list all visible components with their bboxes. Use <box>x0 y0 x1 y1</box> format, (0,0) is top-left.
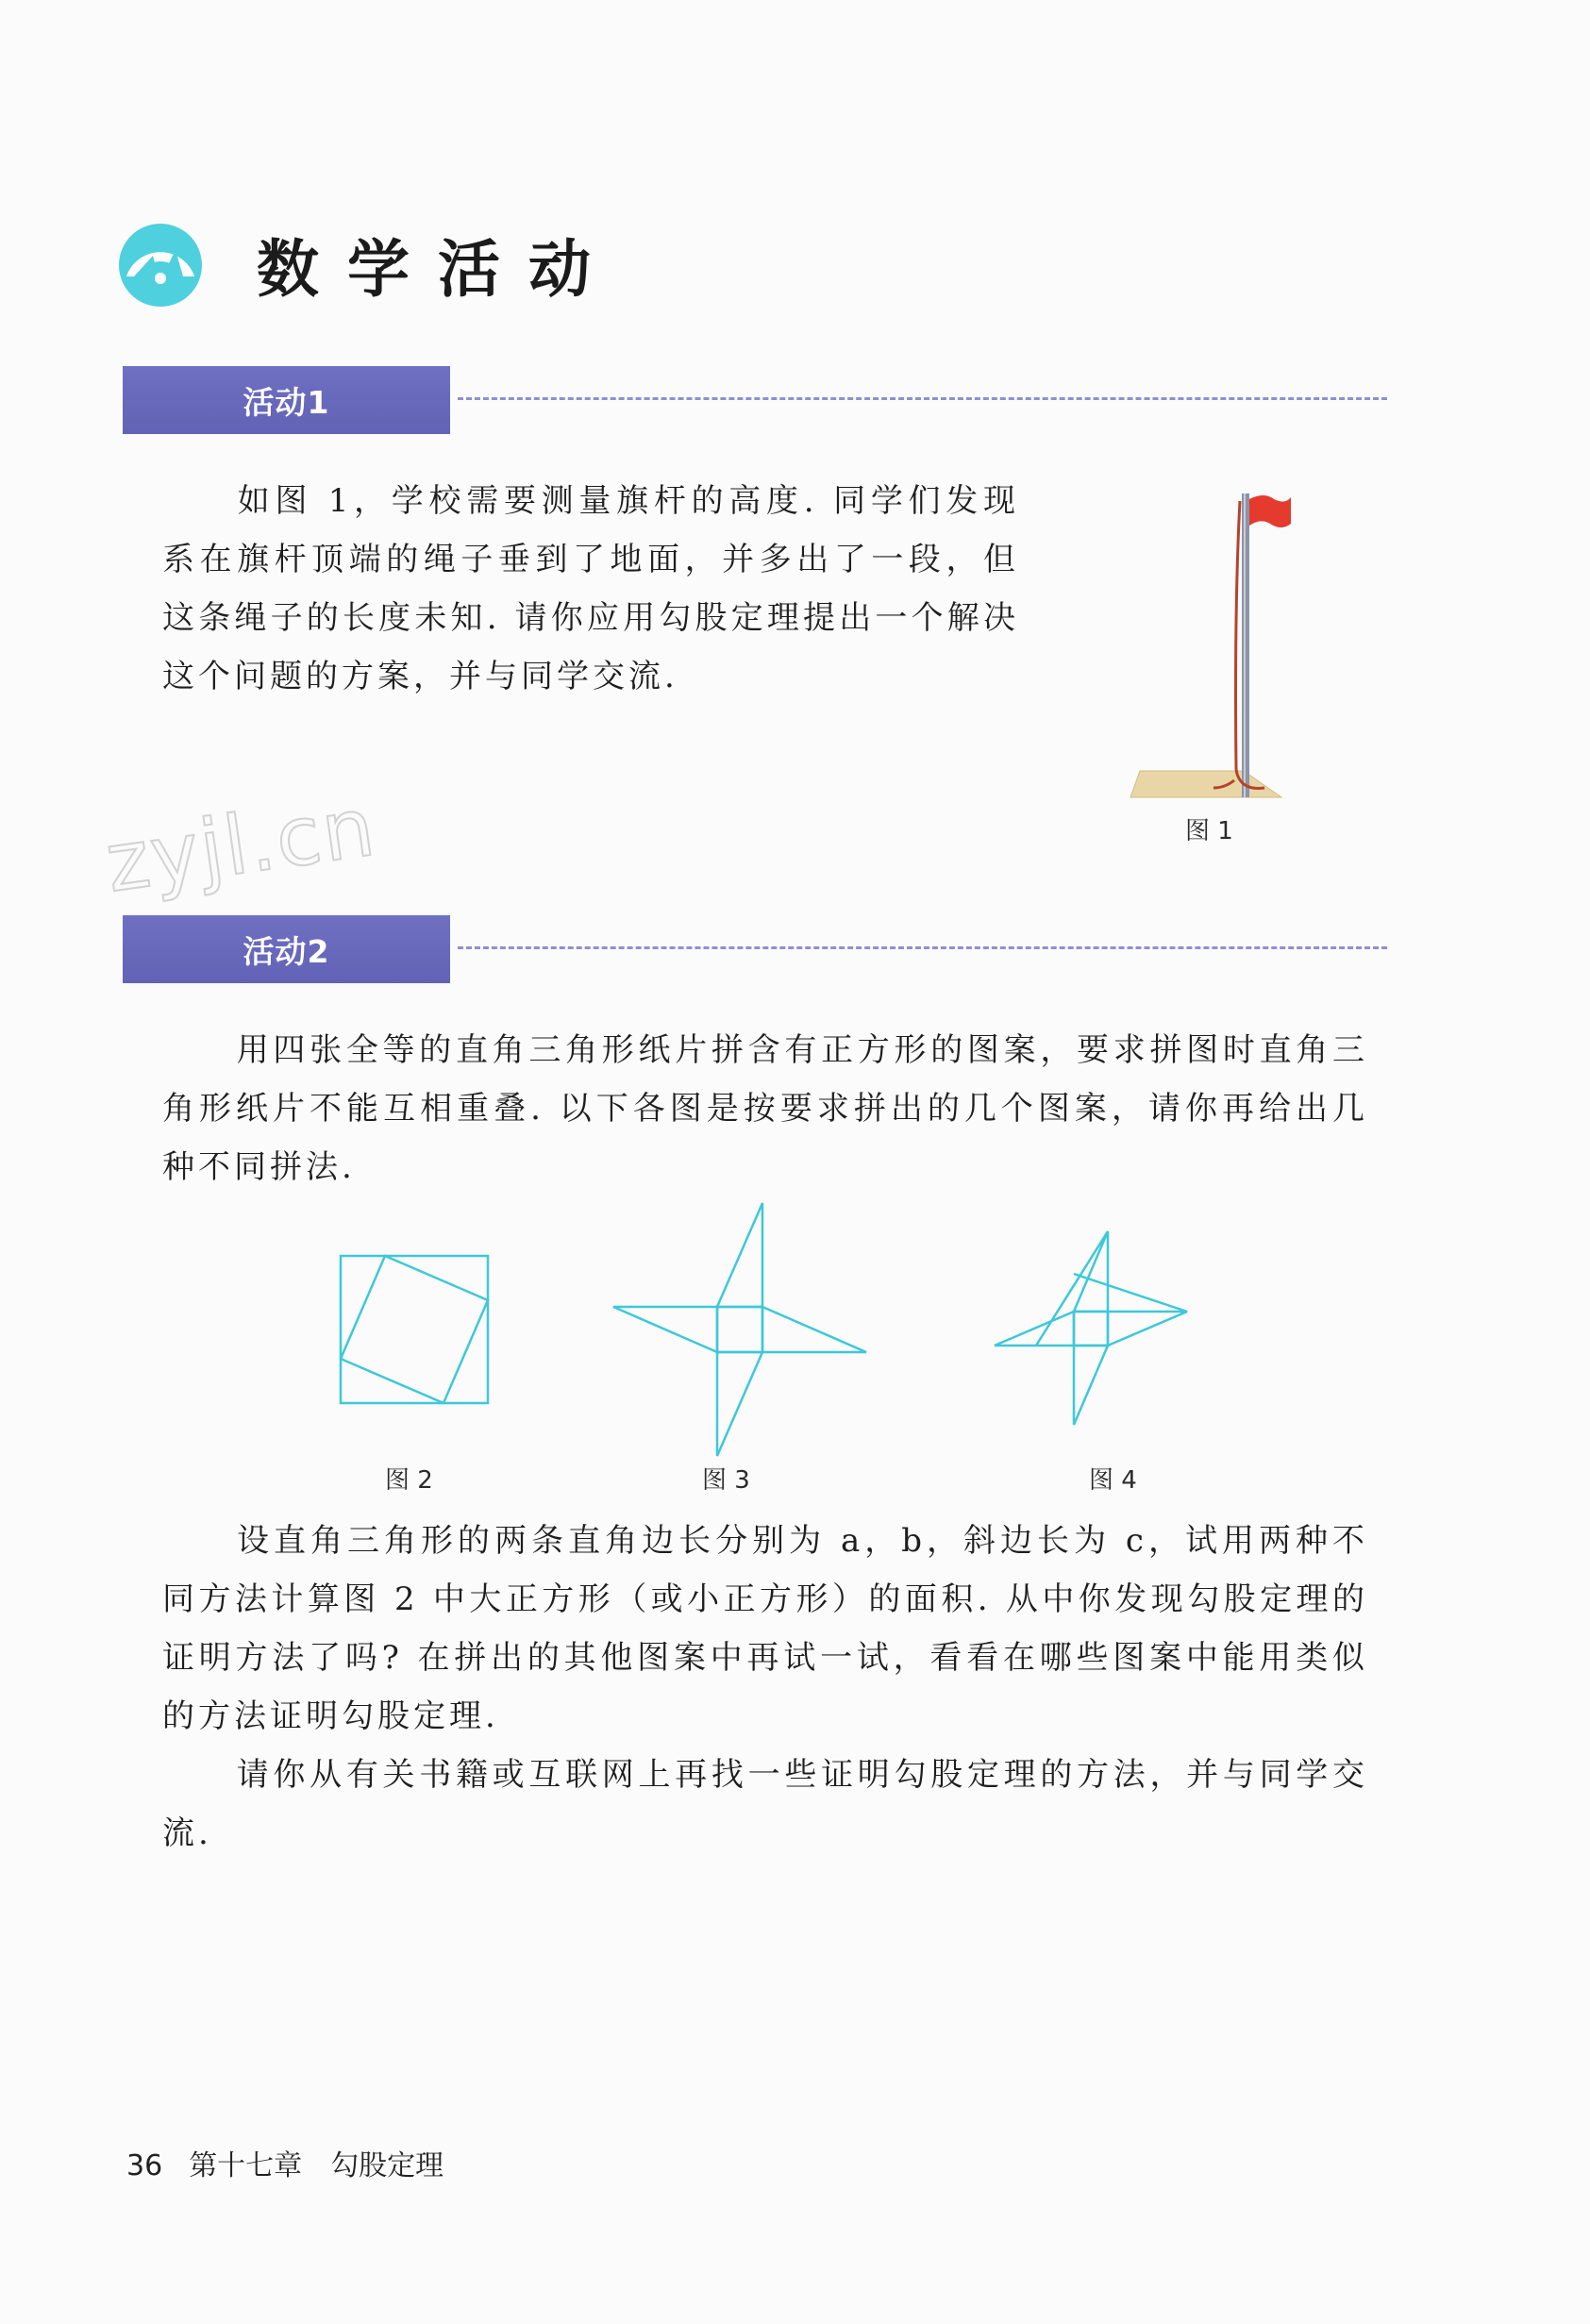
page-number: 36 <box>126 2149 163 2182</box>
activity-1-tab: 活动1 <box>123 366 450 434</box>
figure-3-diagram <box>613 1203 868 1458</box>
figure-2-caption: 图 2 <box>385 1466 433 1495</box>
activity-2-divider <box>458 946 1387 949</box>
figure-4-diagram <box>994 1231 1188 1426</box>
page-title: 数学活动 <box>257 233 619 306</box>
figure-4-caption: 图 4 <box>1089 1466 1137 1495</box>
figure-1-caption: 图 1 <box>1185 817 1233 845</box>
flagpole-figure <box>1123 477 1293 807</box>
chapter-label: 第十七章 <box>189 2149 303 2182</box>
watermark: zyjl.cn <box>100 779 382 911</box>
activity-2-paragraph-2: 设直角三角形的两条直角边长分别为 a，b，斜边长为 c，试用两种不同方法计算图 2 中大正方形（或小正方形）的面积. 从中你发现勾股定理的证明方法了吗? 在拼出的其他图案中再试一试，看看在哪些图案中能用类似的方法证明勾股定理. <box>162 1522 1368 1735</box>
activity-2-paragraph-1: 用四张全等的直角三角形纸片拼含有正方形的图案，要求拼图时直角三角形纸片不能互相重叠. 以下各图是按要求拼出的几个图案，请你再给出几种不同拼法. <box>162 1031 1368 1186</box>
activity-1-divider <box>458 397 1387 400</box>
activity-2-tab: 活动2 <box>123 915 450 983</box>
figure-2-diagram <box>340 1255 491 1406</box>
flag-icon <box>1249 495 1291 527</box>
activity-1-paragraph: 如图 1，学校需要测量旗杆的高度. 同学们发现系在旗杆顶端的绳子垂到了地面，并多出了一段，但这条绳子的长度未知. 请你应用勾股定理提出一个解决这个问题的方案，并与同学交流. <box>162 482 1019 695</box>
rope <box>1236 501 1265 789</box>
activity-2-paragraph-3: 请你从有关书籍或互联网上再找一些证明勾股定理的方法，并与同学交流. <box>162 1756 1368 1852</box>
chapter-title: 勾股定理 <box>330 2149 444 2182</box>
figure-3-caption: 图 3 <box>702 1466 750 1495</box>
math-activity-icon <box>117 222 204 309</box>
page-footer <box>126 2142 444 2183</box>
